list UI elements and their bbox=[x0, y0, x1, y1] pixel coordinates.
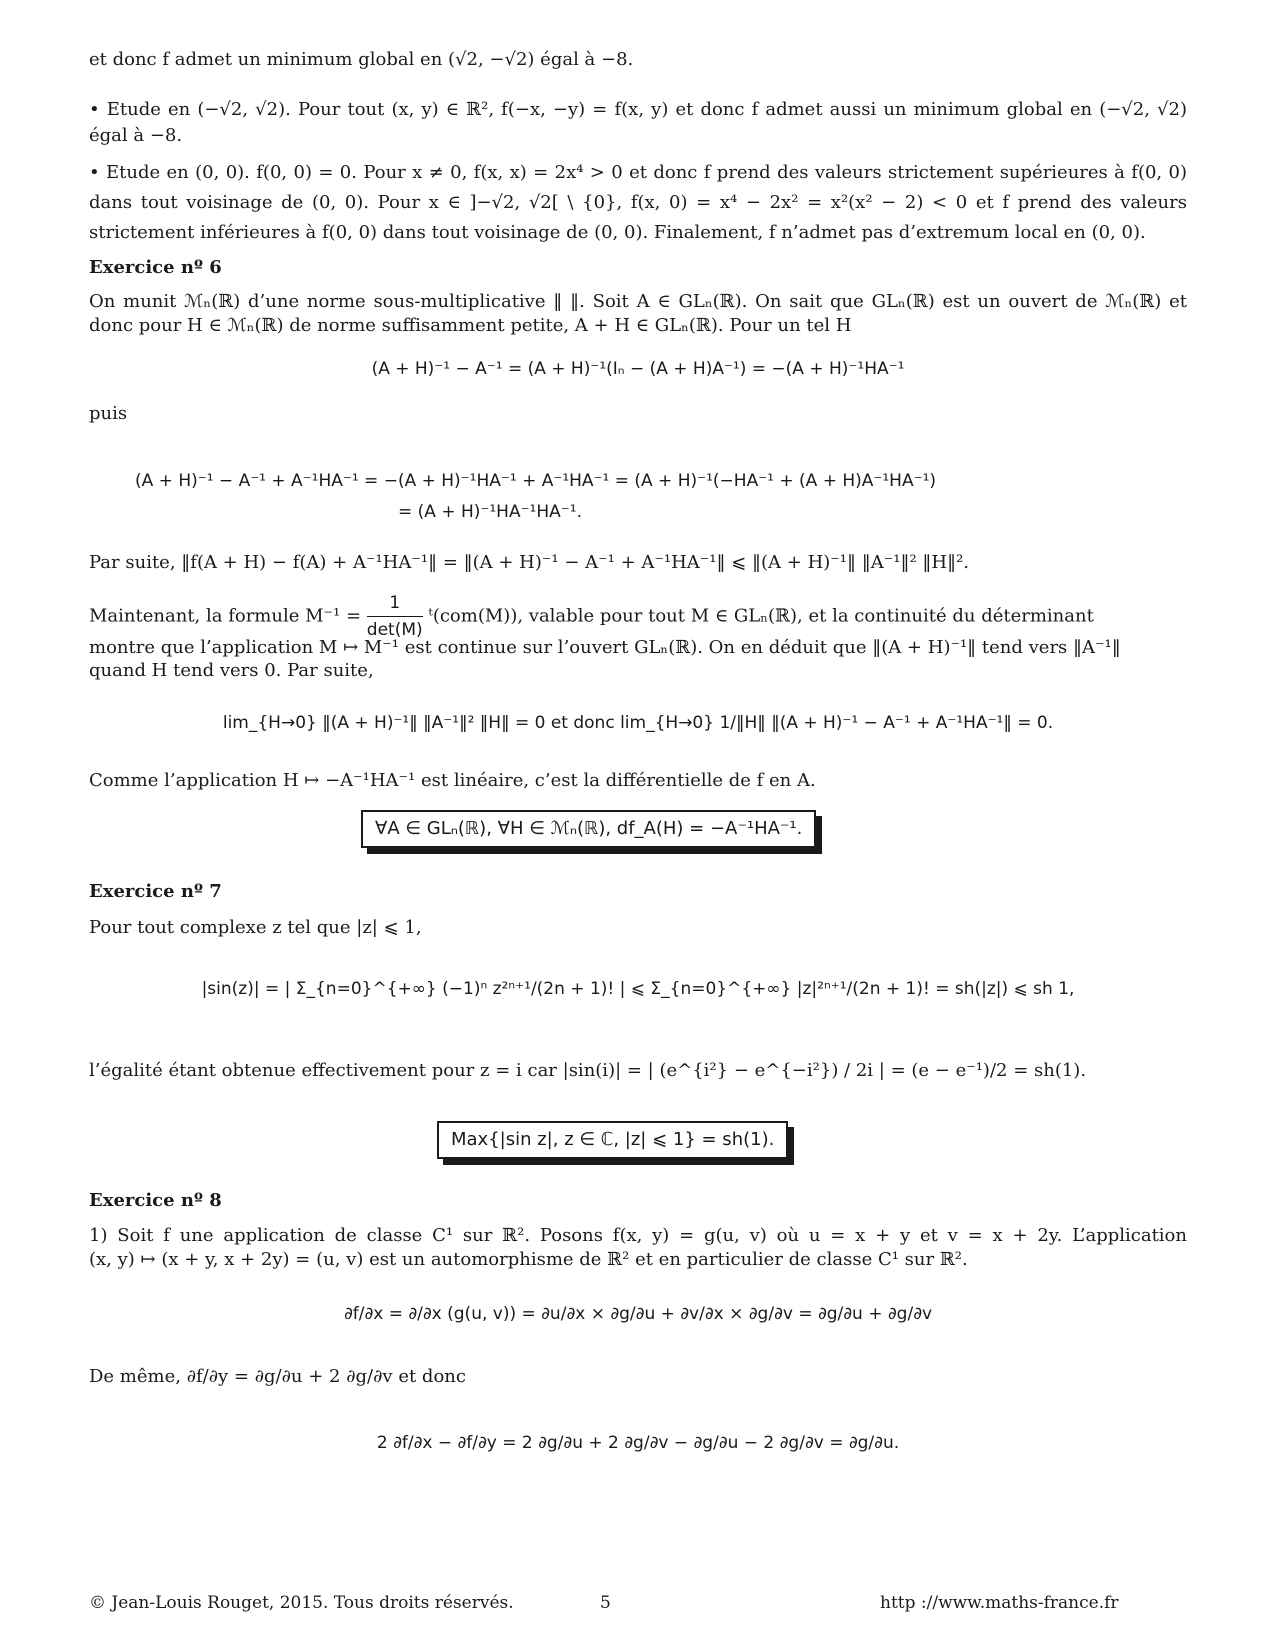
text-line: (x, y) ↦ (x + y, x + 2y) = (u, v) est un automorphisme de ℝ² et en particulier de classe C¹ sur ℝ². bbox=[89, 1249, 968, 1270]
text-line: quand H tend vers 0. Par suite, bbox=[89, 660, 374, 681]
equation: (A + H)⁻¹ − A⁻¹ + A⁻¹HA⁻¹ = −(A + H)⁻¹HA⁻¹ + A⁻¹HA⁻¹ = (A + H)⁻¹(−HA⁻¹ + (A + H)A⁻¹HA⁻¹) bbox=[135, 471, 937, 491]
text-line: • Etude en (0, 0). f(0, 0) = 0. Pour x ≠ 0, f(x, x) = 2x⁴ > 0 et donc f prend des valeurs strictement supérieures à f(0, 0) bbox=[89, 162, 1187, 183]
exercise-heading: Exercice nº 7 bbox=[89, 881, 222, 902]
text-line: donc pour H ∈ ℳₙ(ℝ) de norme suffisamment petite, A + H ∈ GLₙ(ℝ). Pour un tel H bbox=[89, 315, 852, 336]
equation: (A + H)⁻¹ − A⁻¹ = (A + H)⁻¹(Iₙ − (A + H)A⁻¹) = −(A + H)⁻¹HA⁻¹ bbox=[371, 359, 905, 379]
formula-intro: Maintenant, la formule M⁻¹ = bbox=[89, 605, 362, 627]
footer-url[interactable]: http ://www.maths-france.fr bbox=[880, 1593, 1119, 1613]
text-line: De même, ∂f/∂y = ∂g/∂u + 2 ∂g/∂v et donc bbox=[89, 1366, 466, 1387]
page-number: 5 bbox=[600, 1593, 611, 1613]
equation: 2 ∂f/∂x − ∂f/∂y = 2 ∂g/∂u + 2 ∂g/∂v − ∂g/∂u − 2 ∂g/∂v = ∂g/∂u. bbox=[376, 1433, 900, 1453]
equation: = (A + H)⁻¹HA⁻¹HA⁻¹. bbox=[398, 502, 582, 522]
formula-rest: ᵗ(com(M)), valable pour tout M ∈ GLₙ(ℝ), et la continuité du déterminant bbox=[428, 605, 1094, 627]
fraction-numerator: 1 bbox=[389, 593, 401, 613]
text-line: montre que l’application M ↦ M⁻¹ est continue sur l’ouvert GLₙ(ℝ). On en déduit que ‖(A + H)⁻¹‖ tend vers ‖A⁻¹‖ bbox=[89, 637, 1121, 658]
text-line: puis bbox=[89, 403, 128, 424]
exercise-heading: Exercice nº 8 bbox=[89, 1190, 222, 1211]
text-line: Pour tout complexe z tel que |z| ⩽ 1, bbox=[89, 917, 422, 938]
text-line: l’égalité étant obtenue effectivement pour z = i car |sin(i)| = | (e^{i²} − e^{−i²}) / 2i | = (e − e⁻¹)/2 = sh(1). bbox=[89, 1060, 1087, 1081]
equation: |sin(z)| = | Σ_{n=0}^{+∞} (−1)ⁿ z²ⁿ⁺¹/(2n + 1)! | ⩽ Σ_{n=0}^{+∞} |z|²ⁿ⁺¹/(2n + 1)! = sh(|z|) ⩽ sh 1, bbox=[201, 979, 1075, 999]
text-line: dans tout voisinage de (0, 0). Pour x ∈ ]−√2, √2[ \ {0}, f(x, 0) = x⁴ − 2x² = x²(x² − 2) < 0 et f prend des valeurs bbox=[89, 192, 1187, 213]
text-line: Par suite, ‖f(A + H) − f(A) + A⁻¹HA⁻¹‖ = ‖(A + H)⁻¹ − A⁻¹ + A⁻¹HA⁻¹‖ ⩽ ‖(A + H)⁻¹‖ ‖A⁻¹‖² ‖H‖². bbox=[89, 552, 970, 573]
text-line: • Etude en (−√2, √2). Pour tout (x, y) ∈ ℝ², f(−x, −y) = f(x, y) et donc f admet aussi un minimum global en (−√2, √2) bbox=[89, 99, 1187, 120]
text-line: égal à −8. bbox=[89, 125, 183, 146]
footer-copyright: © Jean-Louis Rouget, 2015. Tous droits réservés. bbox=[89, 1593, 514, 1613]
text-line: On munit ℳₙ(ℝ) d’une norme sous-multiplicative ‖ ‖. Soit A ∈ GLₙ(ℝ). On sait que GLₙ(ℝ) est un ouvert de ℳₙ(ℝ) et bbox=[89, 291, 1187, 312]
exercise-heading: Exercice nº 6 bbox=[89, 257, 222, 278]
result-box: ∀A ∈ GLₙ(ℝ), ∀H ∈ ℳₙ(ℝ), df_A(H) = −A⁻¹HA⁻¹. bbox=[361, 810, 816, 848]
text-line: et donc f admet un minimum global en (√2, −√2) égal à −8. bbox=[89, 49, 634, 70]
equation: ∂f/∂x = ∂/∂x (g(u, v)) = ∂u/∂x × ∂g/∂u + ∂v/∂x × ∂g/∂v = ∂g/∂u + ∂g/∂v bbox=[343, 1304, 933, 1324]
equation: lim_{H→0} ‖(A + H)⁻¹‖ ‖A⁻¹‖² ‖H‖ = 0 et donc lim_{H→0} 1/‖H‖ ‖(A + H)⁻¹ − A⁻¹ + A⁻¹HA⁻¹‖ = 0. bbox=[222, 713, 1054, 733]
text-line: Comme l’application H ↦ −A⁻¹HA⁻¹ est linéaire, c’est la différentielle de f en A. bbox=[89, 770, 816, 791]
fraction-denominator: det(M) bbox=[367, 616, 423, 643]
text-line: 1) Soit f une application de classe C¹ sur ℝ². Posons f(x, y) = g(u, v) où u = x + y et v = x + 2y. L’application bbox=[89, 1225, 1187, 1246]
result-box: Max{|sin z|, z ∈ ℂ, |z| ⩽ 1} = sh(1). bbox=[437, 1121, 788, 1159]
text-line: strictement inférieures à f(0, 0) dans tout voisinage de (0, 0). Finalement, f n’admet pas d’extremum local en (0, 0). bbox=[89, 222, 1146, 243]
